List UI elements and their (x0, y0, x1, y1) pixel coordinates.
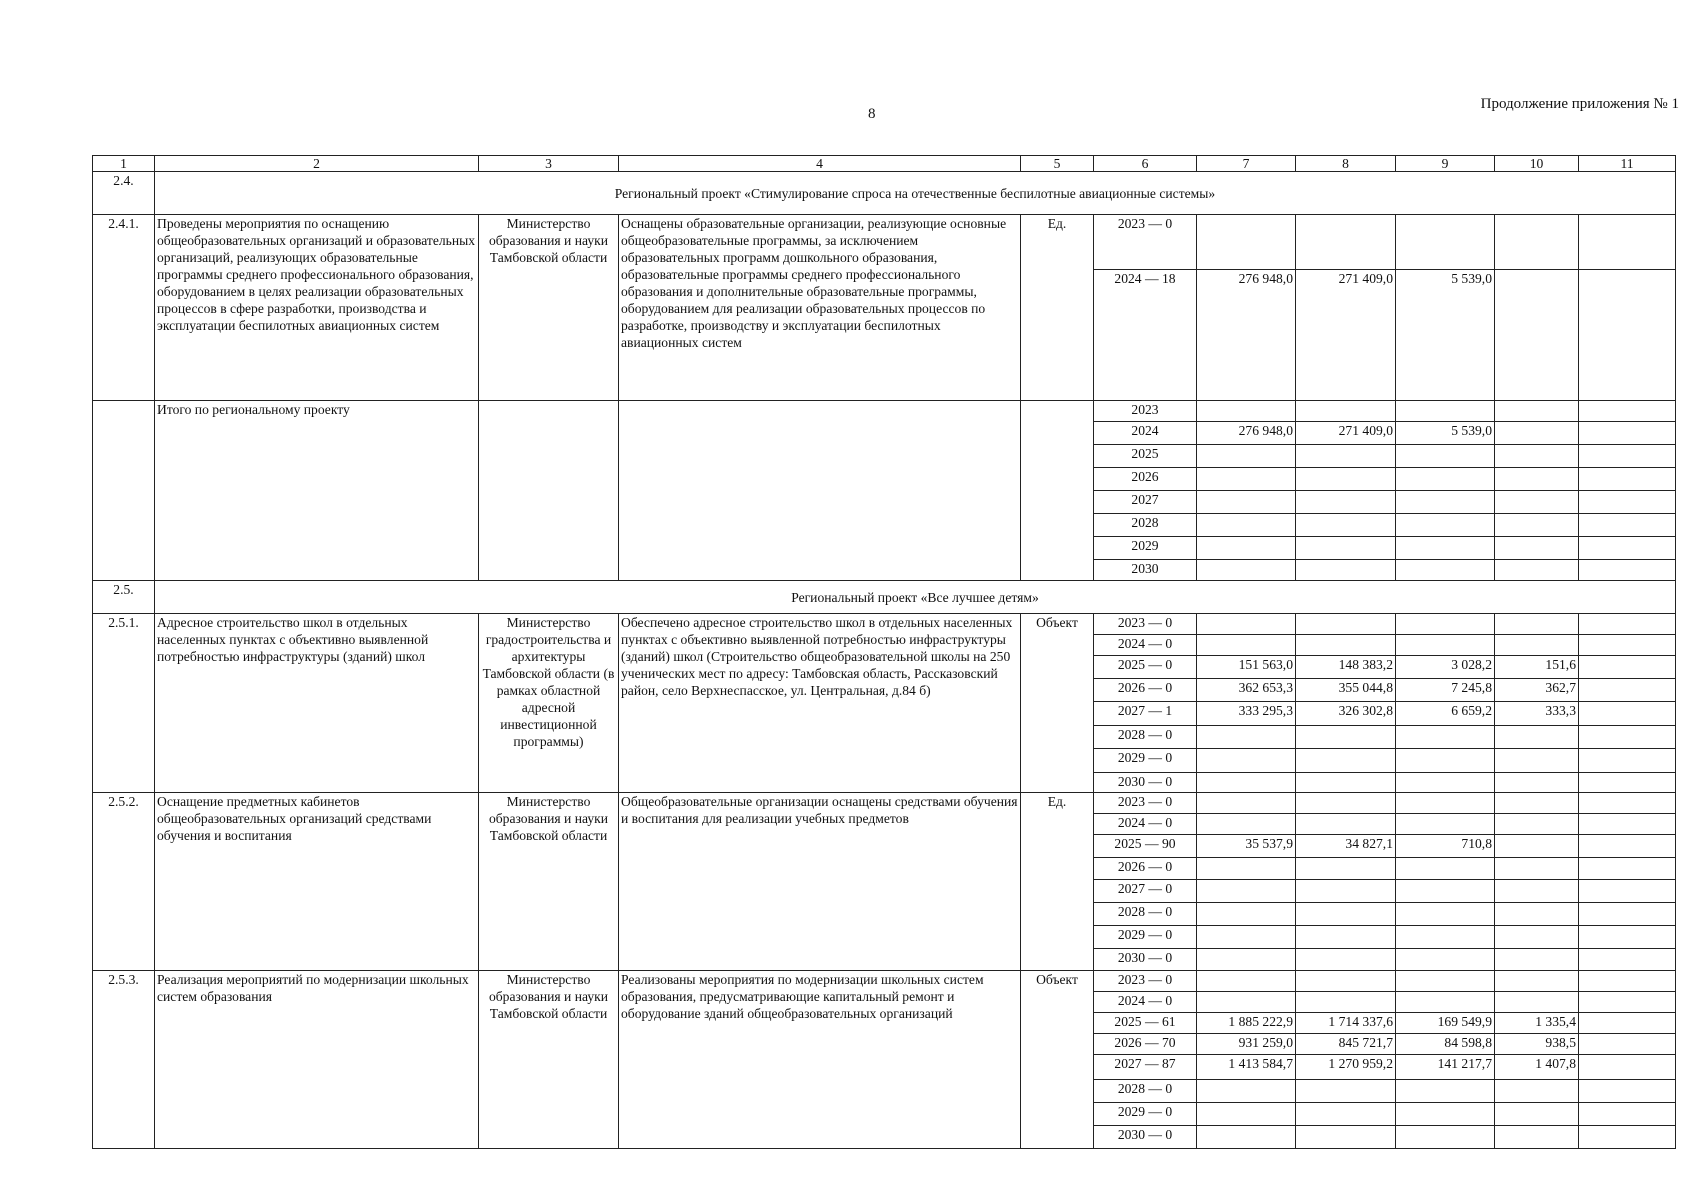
amount-total (1197, 880, 1296, 903)
row-number: 2.5.2. (93, 793, 155, 971)
amount-regional (1396, 926, 1495, 949)
amount-federal (1296, 992, 1396, 1013)
amount-local: 1 407,8 (1495, 1055, 1579, 1080)
amount-other (1579, 793, 1676, 814)
amount-local (1495, 793, 1579, 814)
year-value: 2023 (1094, 401, 1197, 422)
amount-local (1495, 270, 1579, 401)
amount-other (1579, 1013, 1676, 1034)
column-number: 6 (1094, 156, 1197, 172)
table-row (93, 614, 1676, 635)
amount-regional (1396, 514, 1495, 537)
year-value: 2028 — 0 (1094, 726, 1197, 749)
amount-total (1197, 491, 1296, 514)
amount-federal (1296, 814, 1396, 835)
amount-other (1579, 814, 1676, 835)
amount-other (1579, 926, 1676, 949)
amount-regional: 6 659,2 (1396, 702, 1495, 726)
year-value: 2027 — 0 (1094, 880, 1197, 903)
column-number: 10 (1495, 156, 1579, 172)
amount-regional: 7 245,8 (1396, 679, 1495, 702)
amount-total (1197, 814, 1296, 835)
year-value: 2025 — 0 (1094, 656, 1197, 679)
amount-federal (1296, 1080, 1396, 1103)
year-value: 2026 — 70 (1094, 1034, 1197, 1055)
amount-other (1579, 422, 1676, 445)
amount-local (1495, 491, 1579, 514)
amount-local (1495, 903, 1579, 926)
total-label: Итого по региональному проекту (155, 401, 479, 581)
amount-other (1579, 702, 1676, 726)
amount-other (1579, 949, 1676, 971)
year-value: 2023 — 0 (1094, 971, 1197, 992)
year-value: 2028 — 0 (1094, 1080, 1197, 1103)
amount-total (1197, 635, 1296, 656)
amount-local (1495, 971, 1579, 992)
year-value: 2030 (1094, 560, 1197, 581)
amount-federal: 845 721,7 (1296, 1034, 1396, 1055)
amount-total (1197, 445, 1296, 468)
amount-local (1495, 749, 1579, 773)
amount-local: 1 335,4 (1495, 1013, 1579, 1034)
amount-total: 35 537,9 (1197, 835, 1296, 858)
amount-other (1579, 491, 1676, 514)
amount-federal: 34 827,1 (1296, 835, 1396, 858)
amount-regional (1396, 903, 1495, 926)
amount-regional (1396, 445, 1495, 468)
amount-regional (1396, 1103, 1495, 1126)
column-number: 5 (1021, 156, 1094, 172)
amount-total: 151 563,0 (1197, 656, 1296, 679)
amount-local (1495, 926, 1579, 949)
year-value: 2025 (1094, 445, 1197, 468)
amount-total (1197, 749, 1296, 773)
amount-local: 151,6 (1495, 656, 1579, 679)
column-number: 7 (1197, 156, 1296, 172)
year-value: 2027 — 1 (1094, 702, 1197, 726)
amount-total: 931 259,0 (1197, 1034, 1296, 1055)
year-value: 2029 (1094, 537, 1197, 560)
amount-local (1495, 537, 1579, 560)
amount-regional (1396, 468, 1495, 491)
expected-result: Общеобразовательные организации оснащены средствами обучения и воспитания для реализации учебных предметов (619, 793, 1021, 971)
year-value: 2027 — 87 (1094, 1055, 1197, 1080)
amount-federal: 1 714 337,6 (1296, 1013, 1396, 1034)
amount-other (1579, 835, 1676, 858)
amount-other (1579, 270, 1676, 401)
amount-other (1579, 445, 1676, 468)
amount-regional (1396, 858, 1495, 880)
amount-other (1579, 1126, 1676, 1149)
amount-total: 276 948,0 (1197, 422, 1296, 445)
amount-other (1579, 468, 1676, 491)
amount-other (1579, 560, 1676, 581)
executor: Министерство градостроительства и архитектуры Тамбовской области (в рамках областной адресной инвестиционной программы) (479, 614, 619, 793)
unit: Ед. (1021, 215, 1094, 401)
amount-other (1579, 726, 1676, 749)
amount-local (1495, 401, 1579, 422)
amount-local (1495, 858, 1579, 880)
executor: Министерство образования и науки Тамбовской области (479, 793, 619, 971)
amount-federal (1296, 926, 1396, 949)
amount-other (1579, 858, 1676, 880)
amount-total: 362 653,3 (1197, 679, 1296, 702)
row-number (93, 401, 155, 581)
year-value: 2029 — 0 (1094, 1103, 1197, 1126)
amount-local (1495, 814, 1579, 835)
section-title: Региональный проект «Все лучшее детям» (155, 581, 1676, 614)
amount-regional: 710,8 (1396, 835, 1495, 858)
amount-other (1579, 656, 1676, 679)
amount-regional: 141 217,7 (1396, 1055, 1495, 1080)
amount-federal (1296, 537, 1396, 560)
amount-other (1579, 749, 1676, 773)
amount-total (1197, 514, 1296, 537)
amount-other (1579, 1055, 1676, 1080)
amount-federal (1296, 491, 1396, 514)
amount-federal (1296, 726, 1396, 749)
amount-regional (1396, 401, 1495, 422)
amount-regional: 84 598,8 (1396, 1034, 1495, 1055)
row-number: 2.5.3. (93, 971, 155, 1149)
section-number: 2.4. (93, 172, 155, 215)
amount-local (1495, 835, 1579, 858)
amount-other (1579, 773, 1676, 793)
amount-total (1197, 949, 1296, 971)
amount-regional (1396, 749, 1495, 773)
year-value: 2024 — 18 (1094, 270, 1197, 401)
section-header-row (93, 172, 1676, 215)
amount-regional (1396, 992, 1495, 1013)
amount-total (1197, 992, 1296, 1013)
amount-total (1197, 560, 1296, 581)
unit: Объект (1021, 614, 1094, 793)
amount-other (1579, 635, 1676, 656)
table-row (93, 215, 1676, 270)
amount-regional: 3 028,2 (1396, 656, 1495, 679)
amount-federal (1296, 749, 1396, 773)
column-number: 4 (619, 156, 1021, 172)
amount-local: 938,5 (1495, 1034, 1579, 1055)
amount-other (1579, 614, 1676, 635)
column-number: 2 (155, 156, 479, 172)
amount-local: 333,3 (1495, 702, 1579, 726)
amount-regional: 5 539,0 (1396, 270, 1495, 401)
amount-total (1197, 614, 1296, 635)
amount-total (1197, 903, 1296, 926)
amount-local (1495, 880, 1579, 903)
amount-federal (1296, 880, 1396, 903)
amount-federal (1296, 773, 1396, 793)
appendix-continuation: Продолжение приложения № 1 (1480, 96, 1679, 112)
executor-cell (479, 401, 619, 581)
amount-other (1579, 401, 1676, 422)
year-value: 2023 — 0 (1094, 215, 1197, 270)
amount-regional (1396, 1126, 1495, 1149)
amount-total (1197, 1080, 1296, 1103)
year-value: 2030 — 0 (1094, 1126, 1197, 1149)
amount-regional (1396, 614, 1495, 635)
amount-total (1197, 858, 1296, 880)
amount-other (1579, 1034, 1676, 1055)
amount-federal (1296, 445, 1396, 468)
amount-federal (1296, 614, 1396, 635)
amount-regional (1396, 215, 1495, 270)
expected-result: Реализованы мероприятия по модернизации школьных систем образования, предусматривающие капитальный ремонт и оборудование зданий общеобразовательных организаций (619, 971, 1021, 1149)
amount-local (1495, 1080, 1579, 1103)
year-value: 2024 (1094, 422, 1197, 445)
column-number: 8 (1296, 156, 1396, 172)
amount-regional (1396, 537, 1495, 560)
unit: Объект (1021, 971, 1094, 1149)
amount-regional (1396, 635, 1495, 656)
amount-local (1495, 445, 1579, 468)
activity-name: Реализация мероприятий по модернизации школьных систем образования (155, 971, 479, 1149)
year-value: 2026 — 0 (1094, 858, 1197, 880)
amount-total (1197, 971, 1296, 992)
amount-regional (1396, 971, 1495, 992)
amount-federal (1296, 793, 1396, 814)
amount-total (1197, 793, 1296, 814)
amount-other (1579, 992, 1676, 1013)
year-value: 2028 (1094, 514, 1197, 537)
amount-total (1197, 926, 1296, 949)
amount-federal (1296, 971, 1396, 992)
amount-federal: 1 270 959,2 (1296, 1055, 1396, 1080)
amount-other (1579, 1080, 1676, 1103)
amount-federal (1296, 858, 1396, 880)
year-value: 2028 — 0 (1094, 903, 1197, 926)
amount-federal (1296, 903, 1396, 926)
amount-total: 1 413 584,7 (1197, 1055, 1296, 1080)
amount-regional (1396, 491, 1495, 514)
amount-other (1579, 537, 1676, 560)
amount-federal (1296, 401, 1396, 422)
amount-federal (1296, 514, 1396, 537)
amount-local (1495, 773, 1579, 793)
amount-other (1579, 880, 1676, 903)
amount-federal (1296, 1126, 1396, 1149)
amount-regional (1396, 793, 1495, 814)
column-number: 9 (1396, 156, 1495, 172)
amount-local (1495, 614, 1579, 635)
amount-local (1495, 949, 1579, 971)
year-value: 2030 — 0 (1094, 949, 1197, 971)
year-value: 2024 — 0 (1094, 992, 1197, 1013)
amount-total (1197, 1126, 1296, 1149)
year-value: 2025 — 90 (1094, 835, 1197, 858)
amount-other (1579, 679, 1676, 702)
column-number-row (93, 156, 1676, 172)
amount-total: 333 295,3 (1197, 702, 1296, 726)
amount-regional: 169 549,9 (1396, 1013, 1495, 1034)
year-value: 2027 (1094, 491, 1197, 514)
amount-other (1579, 903, 1676, 926)
amount-federal: 271 409,0 (1296, 422, 1396, 445)
year-value: 2030 — 0 (1094, 773, 1197, 793)
row-number: 2.5.1. (93, 614, 155, 793)
year-value: 2029 — 0 (1094, 749, 1197, 773)
amount-regional (1396, 880, 1495, 903)
activity-name: Адресное строительство школ в отдельных населенных пунктах с объективно выявленной потребностью инфраструктуры (зданий) школ (155, 614, 479, 793)
amount-local (1495, 422, 1579, 445)
amount-regional (1396, 1080, 1495, 1103)
page-number: 8 (868, 106, 876, 122)
amount-local (1495, 1103, 1579, 1126)
amount-federal: 326 302,8 (1296, 702, 1396, 726)
year-value: 2023 — 0 (1094, 793, 1197, 814)
amount-federal: 355 044,8 (1296, 679, 1396, 702)
amount-local (1495, 468, 1579, 491)
amount-total (1197, 773, 1296, 793)
amount-regional (1396, 949, 1495, 971)
unit-cell (1021, 401, 1094, 581)
amount-federal (1296, 560, 1396, 581)
section-number: 2.5. (93, 581, 155, 614)
activity-name: Проведены мероприятия по оснащению общеобразовательных организаций и образовательных организаций, реализующих образовательные программы среднего профессионального образования, оборудованием в целях реализации образовательных процессов в сфере разработки, производства и эксплуатации беспилотных авиационных систем (155, 215, 479, 401)
column-number: 11 (1579, 156, 1676, 172)
table-row (93, 971, 1676, 992)
amount-other (1579, 1103, 1676, 1126)
amount-total (1197, 215, 1296, 270)
amount-federal: 271 409,0 (1296, 270, 1396, 401)
amount-total (1197, 726, 1296, 749)
amount-federal (1296, 1103, 1396, 1126)
amount-federal (1296, 468, 1396, 491)
row-number: 2.4.1. (93, 215, 155, 401)
amount-regional: 5 539,0 (1396, 422, 1495, 445)
year-value: 2023 — 0 (1094, 614, 1197, 635)
column-number: 1 (93, 156, 155, 172)
table-row (93, 401, 1676, 422)
result-cell (619, 401, 1021, 581)
amount-regional (1396, 726, 1495, 749)
column-number: 3 (479, 156, 619, 172)
amount-federal (1296, 949, 1396, 971)
amount-other (1579, 514, 1676, 537)
amount-total (1197, 537, 1296, 560)
amount-total (1197, 401, 1296, 422)
amount-other (1579, 215, 1676, 270)
expected-result: Обеспечено адресное строительство школ в отдельных населенных пунктах с объективно выявленной потребностью инфраструктуры (зданий) школ (Строительство общеобразовательной школы на 250 ученических мест по адресу: Тамбовская область, Рассказовский район, село Верхнеспасское, ул. Центральная, д.84 б) (619, 614, 1021, 793)
amount-local (1495, 514, 1579, 537)
amount-federal (1296, 215, 1396, 270)
amount-total (1197, 468, 1296, 491)
year-value: 2026 (1094, 468, 1197, 491)
program-table (92, 155, 1676, 1149)
amount-local (1495, 992, 1579, 1013)
executor: Министерство образования и науки Тамбовской области (479, 971, 619, 1149)
amount-regional (1396, 814, 1495, 835)
amount-total (1197, 1103, 1296, 1126)
amount-regional (1396, 773, 1495, 793)
executor: Министерство образования и науки Тамбовской области (479, 215, 619, 401)
amount-local: 362,7 (1495, 679, 1579, 702)
section-title: Региональный проект «Стимулирование спроса на отечественные беспилотные авиационные системы» (155, 172, 1676, 215)
table-row (93, 793, 1676, 814)
year-value: 2026 — 0 (1094, 679, 1197, 702)
year-value: 2024 — 0 (1094, 635, 1197, 656)
amount-local (1495, 1126, 1579, 1149)
amount-total: 1 885 222,9 (1197, 1013, 1296, 1034)
expected-result: Оснащены образовательные организации, реализующие основные общеобразовательные программы, за исключением образовательных программ дошкольного образования, образовательные программы среднего профессионального образования и дополнительные образовательные программы, оборудованием для реализации образовательных процессов по разработке, производству и эксплуатации беспилотных авиационных систем (619, 215, 1021, 401)
unit: Ед. (1021, 793, 1094, 971)
year-value: 2024 — 0 (1094, 814, 1197, 835)
section-header-row (93, 581, 1676, 614)
amount-other (1579, 971, 1676, 992)
amount-federal (1296, 635, 1396, 656)
year-value: 2025 — 61 (1094, 1013, 1197, 1034)
amount-total: 276 948,0 (1197, 270, 1296, 401)
amount-local (1495, 635, 1579, 656)
year-value: 2029 — 0 (1094, 926, 1197, 949)
table-body (93, 156, 1676, 1149)
amount-local (1495, 560, 1579, 581)
activity-name: Оснащение предметных кабинетов общеобразовательных организаций средствами обучения и воспитания (155, 793, 479, 971)
amount-regional (1396, 560, 1495, 581)
amount-federal: 148 383,2 (1296, 656, 1396, 679)
amount-local (1495, 215, 1579, 270)
amount-local (1495, 726, 1579, 749)
